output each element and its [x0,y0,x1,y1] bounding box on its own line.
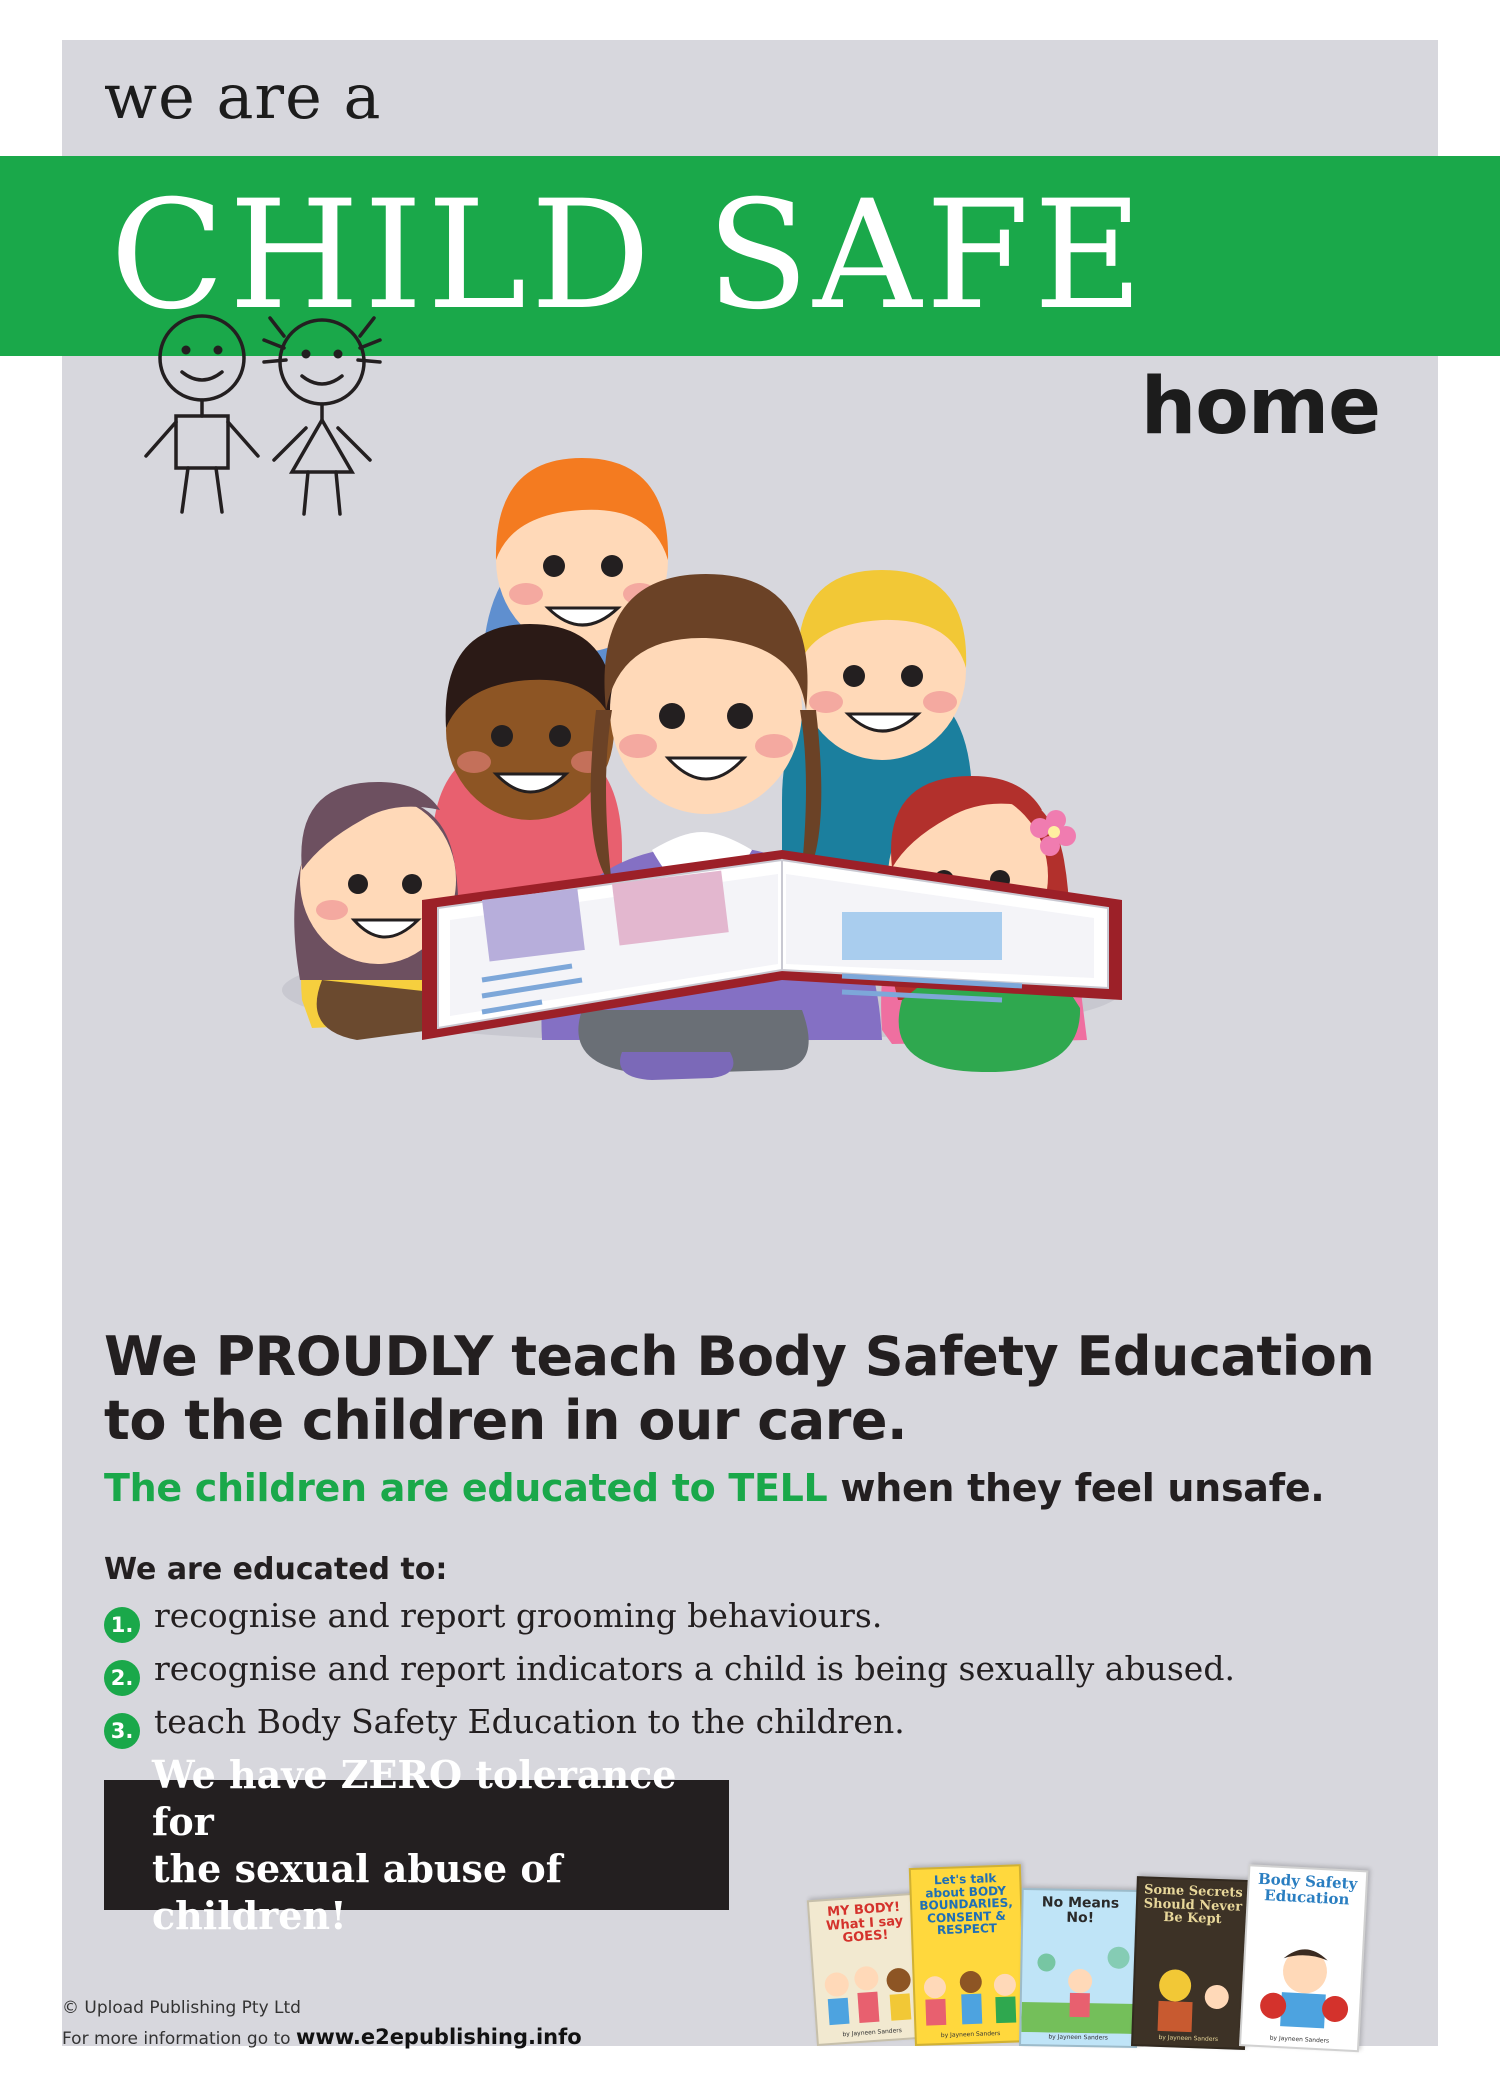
book-title: Let's talk about BODY BOUNDARIES, CONSENT & RESPECT [919,1871,1014,1938]
book-cover [1239,1864,1368,2052]
list-item-label: recognise and report indicators a child is being sexually abused. [154,1649,1235,1688]
book-title: Body Safety Education [1257,1869,1358,1909]
headline-line-2: to the children in our care. [104,1389,907,1452]
zero-tolerance-box [104,1752,729,1938]
children-reading-illustration [182,380,1222,1080]
subheadline-green: The children are educated to TELL [104,1466,828,1510]
book-cover [909,1864,1027,2046]
footer-copyright: © Upload Publishing Pty Ltd [62,1998,301,2018]
book-covers [817,1852,1427,2046]
book-author: by Jayneen Sanders [842,2027,903,2039]
headline [104,1325,1394,1453]
subheadline [104,1465,1394,1511]
book-cover [1131,1876,1251,2050]
list-item-label: recognise and report grooming behaviours. [154,1596,883,1635]
book-author: by Jayneen Sanders [1158,2033,1219,2044]
book-title: No Means No! [1041,1894,1120,1926]
footer-more-info [62,2025,762,2049]
footer-website[interactable]: www.e2epublishing.info [296,2025,582,2049]
book-cover [1019,1888,1140,2048]
list-item-label: teach Body Safety Education to the children. [154,1702,905,1741]
list-item-number: 2. [104,1660,140,1696]
book-author: by Jayneen Sanders [1269,2034,1330,2045]
headline-line-1: We PROUDLY teach Body Safety Education [104,1325,1375,1388]
list-item [104,1596,1354,1638]
list-item [104,1702,1354,1744]
poster [62,40,1438,2049]
list-item-number: 3. [104,1713,140,1749]
book-title: Some Secrets Should Never Be Kept [1143,1882,1243,1928]
zero-tolerance-line-1: We have ZERO tolerance for [152,1752,677,1844]
zero-tolerance-line-2: the sexual abuse of children! [152,1846,563,1938]
footer [62,1998,762,2049]
educated-label: We are educated to: [104,1552,448,1587]
post-title: home [1140,362,1380,452]
pre-title: we are a [104,60,382,133]
list-item [104,1649,1354,1691]
book-title: MY BODY! What I say GOES! [825,1899,904,1947]
book-author: by Jayneen Sanders [1048,2033,1108,2042]
educated-list [104,1596,1354,1755]
subheadline-dark: when they feel unsafe. [827,1466,1325,1510]
poster-title: CHILD SAFE [110,169,1148,343]
book-author: by Jayneen Sanders [940,2030,1001,2040]
list-item-number: 1. [104,1607,140,1643]
footer-more-label: For more information go to [62,2029,296,2049]
